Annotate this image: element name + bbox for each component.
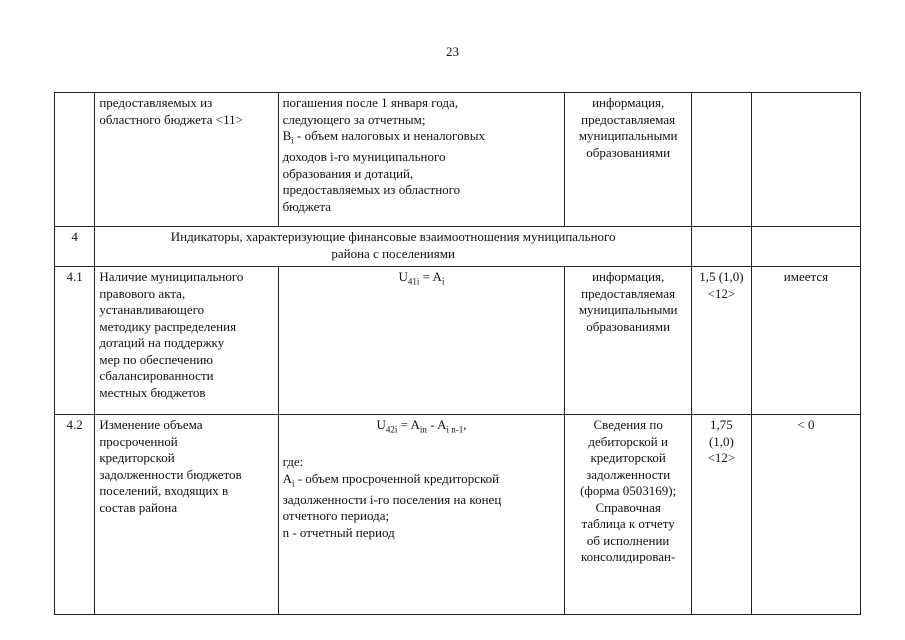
formula-cell: $U_{42i} = A_{in} - A_{i n-1}$, где: $A_i$ - объем просроченной кредиторской задолженности i-го поселения на конец отчетного периода; n - отчетный период	[278, 415, 565, 615]
weight-cell	[691, 227, 751, 267]
target-cell: < 0	[751, 415, 860, 615]
indicator-name-cell: Изменение объема просроченной кредиторской задолженности бюджетов поселений, входящих в состав района	[95, 415, 278, 615]
indicator-name-cell: Наличие муниципального правового акта, устанавливающего методику распределения дотаций на поддержку мер по обеспечению сбалансированности местных бюджетов	[95, 267, 278, 415]
weight-cell: 1,5 (1,0) <12>	[691, 267, 751, 415]
section-title-cell: Индикаторы, характеризующие финансовые взаимоотношения муниципального района с поселениями	[95, 227, 692, 267]
target-cell: имеется	[751, 267, 860, 415]
weight-cell: 1,75 (1,0) <12>	[691, 415, 751, 615]
page-number: 23	[446, 44, 459, 59]
weight-cell	[691, 93, 751, 227]
section-header-row	[55, 227, 861, 267]
table-row	[55, 415, 861, 615]
formula-cell: погашения после 1 января года, следующего за отчетным; $B_i$ - объем налоговых и неналоговых доходов i-го муниципального образования и дотаций, предоставляемых из областного бюджета	[278, 93, 565, 227]
indicator-name-cell: предоставляемых из областного бюджета <11>	[95, 93, 278, 227]
data-source-cell: Сведения по дебиторской и кредиторской задолженности (форма 0503169); Справочная таблица к отчету об исполнении консолидирован-	[565, 415, 692, 615]
table-row	[55, 93, 861, 227]
target-cell	[751, 227, 860, 267]
row-number-cell	[55, 93, 95, 227]
section-number-cell: 4	[55, 227, 95, 267]
table-row	[55, 267, 861, 415]
target-cell	[751, 93, 860, 227]
indicators-table	[54, 92, 861, 615]
row-number-cell: 4.2	[55, 415, 95, 615]
data-source-cell: информация, предоставляемая муниципальными образованиями	[565, 93, 692, 227]
row-number-cell: 4.1	[55, 267, 95, 415]
formula-cell: $U_{41i} = A_i$	[278, 267, 565, 415]
data-source-cell: информация, предоставляемая муниципальными образованиями	[565, 267, 692, 415]
